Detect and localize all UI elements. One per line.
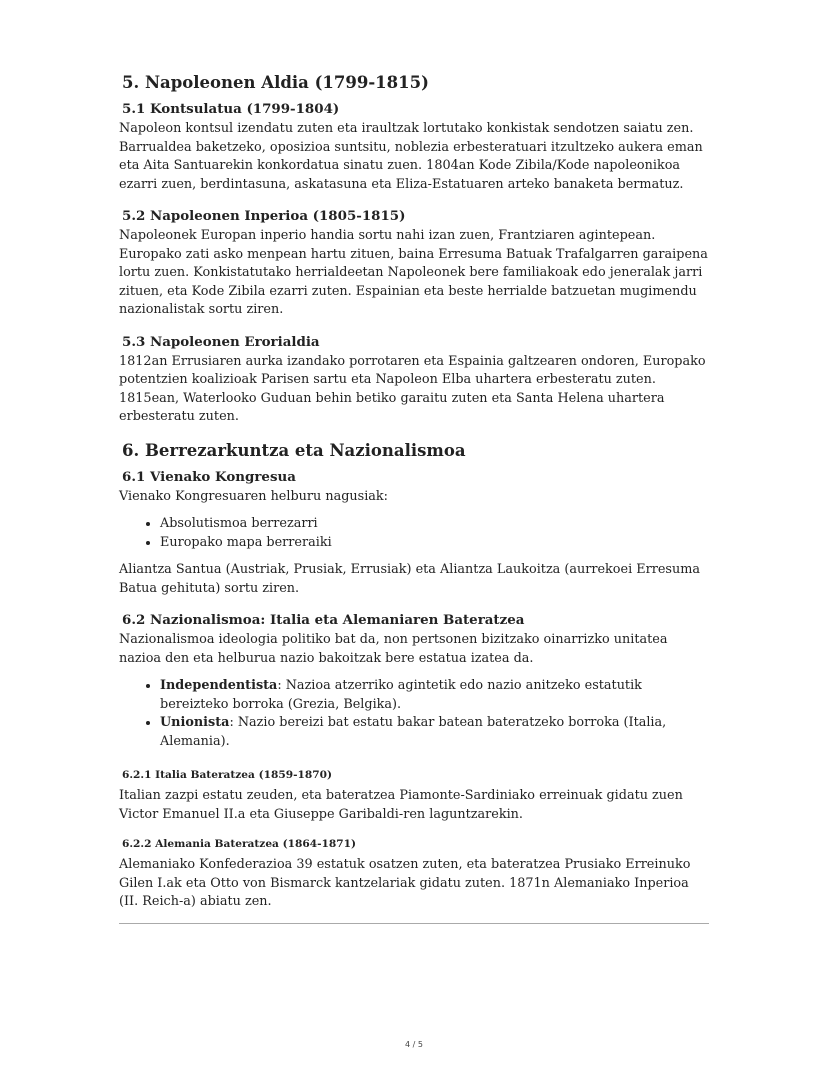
horizontal-rule [119,923,709,924]
nationalism-types-list [119,677,709,751]
section-6-2-2-heading: 6.2.2 Alemania Bateratzea (1864-1871) [122,838,357,850]
section-6-2-2-text: Alemaniako Konfederazioa 39 estatuk osatzen zuten, eta bateratzea Prusiako Erreinuko Gilen I.ak eta Otto von Bismarck kantzelariak gidatu zuten. 1871n Alemaniako Inperioa (II. Reich-a) abiatu zen. [119,857,691,909]
list-item [160,677,709,714]
list-item-term: Independentista [160,678,278,693]
page-number: 4 / 5 [405,1040,423,1049]
section-6-2-1-text: Italian zazpi estatu zeuden, eta bateratzea Piamonte-Sardiniako erreinuak gidatu zuen Victor Emanuel II.a eta Giuseppe Garibaldi-ren laguntzarekin. [119,788,683,822]
list-item-desc: : Nazioa atzerriko agintetik edo nazio anitzeko estatutik bereizteko borroka (Grezia, Belgika). [160,678,642,712]
list-item: • Absolutismoa berrezarri [160,515,709,534]
section-6-1-intro: Vienako Kongresuaren helburu nagusiak: [119,488,388,504]
document-body [119,72,709,924]
section-6-2-1-heading: 6.2.1 Italia Bateratzea (1859-1870) [122,769,332,781]
section-6-1-heading: 6.1 Vienako Kongresua [122,468,296,485]
section-5-2-text: Napoleonek Europan inperio handia sortu nahi izan zuen, Frantziaren agintepean. Europako zati asko menpean hartu zituen, baina Erresuma Batuak Trafalgarren garaipena lortu zuen. Konkistatutako herrialdeetan Napoleonek bere familiakoak edo jeneralak jarri zituen, eta Kode Zibila ezarri zuten. Espainian eta beste herrialde batzuetan mugimendu nazionalistak sortu ziren. [119,228,708,317]
list-item [160,714,709,751]
section-6-heading: 6. Berrezarkuntza eta Nazionalismoa [122,440,466,460]
section-5-1-text: Napoleon kontsul izendatu zuten eta iraultzak lortutako konkistak sendotzen saiatu zen. Barrualdea baketzeko, oposizioa suntsitu, noblezia erbesteratuari itzultzeko aukera eman eta Aita Santuarekin konkordatua sinatu zuen. 1804an Kode Zibila/Kode napoleonikoa ezarri zuen, berdintasuna, askatasuna eta Eliza-Estatuaren arteko banaketa bermatuz. [119,121,703,192]
section-5-1-heading: 5.1 Kontsulatua (1799-1804) [122,101,340,117]
section-5-3-heading: 5.3 Napoleonen Erorialdia [122,333,320,350]
section-5-3-text: 1812an Errusiaren aurka izandako porrotaren eta Espainia galtzearen ondoren, Europako potentzien koalizioak Parisen sartu eta Napoleon Elba uhartera erbesteratu zuten. 1815ean, Waterlooko Guduan behin betiko garaitu zuten eta Santa Helena uhartera erbesteratu zuten. [119,353,706,424]
list-item: • Europako mapa berreraiki [160,534,709,553]
section-6-2-intro: Nazionalismoa ideologia politiko bat da, non pertsonen bizitzako oinarrizko unitatea nazioa den eta helburua nazio bakoitzak bere estatua izatea da. [119,632,668,666]
section-6-1-text: Aliantza Santua (Austriak, Prusiak, Errusiak) eta Aliantza Laukoitza (aurrekoei Erresuma Batua gehituta) sortu ziren. [119,562,700,596]
list-item-desc: : Nazio bereizi bat estatu bakar batean bateratzeko borroka (Italia, Alemania). [160,715,667,749]
section-6-2-heading: 6.2 Nazionalismoa: Italia eta Alemaniaren Bateratzea [122,612,525,628]
list-item-term: Unionista [160,715,230,730]
section-5-heading: 5. Napoleonen Aldia (1799-1815) [122,73,429,92]
congress-goals-list [119,515,709,552]
section-5-2-heading: 5.2 Napoleonen Inperioa (1805-1815) [122,208,406,224]
